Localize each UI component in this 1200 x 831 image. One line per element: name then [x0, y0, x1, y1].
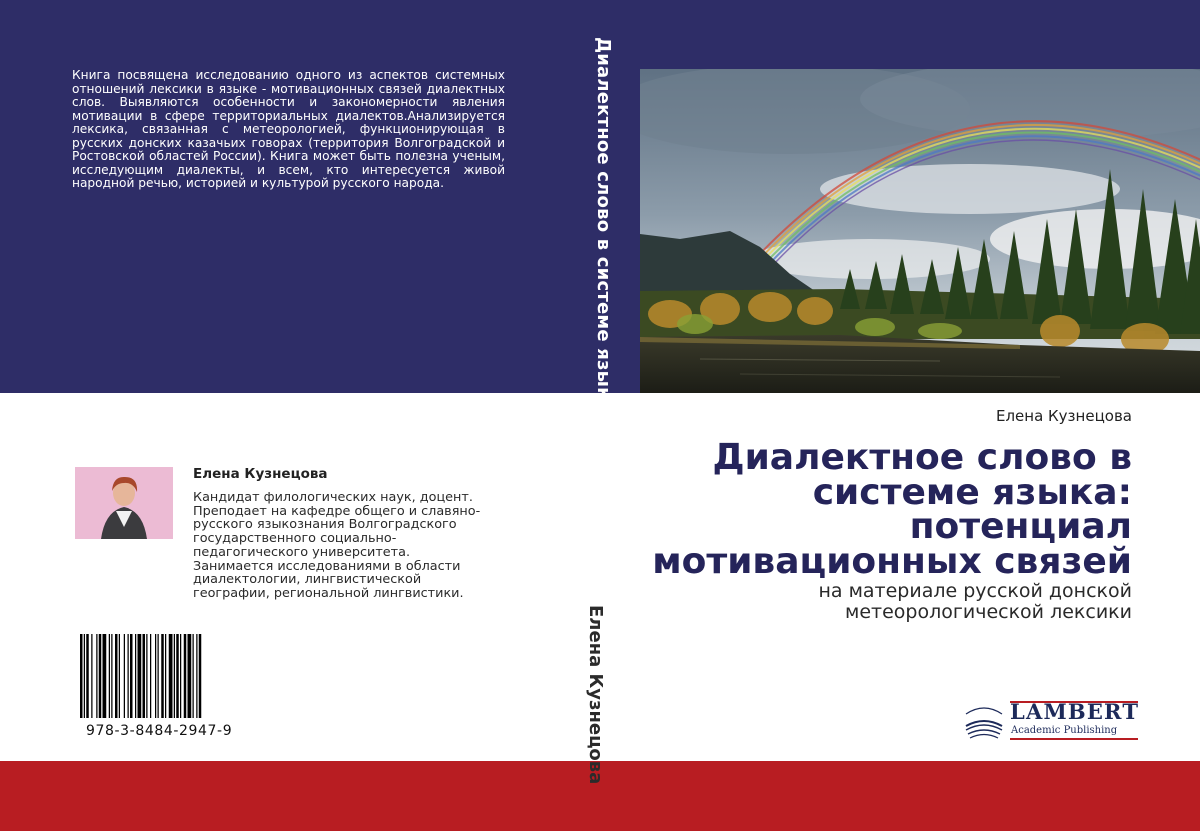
barcode-bar: [184, 634, 187, 718]
barcode-bar: [193, 634, 194, 718]
barcode-bar: [165, 634, 166, 718]
barcode-bar: [143, 634, 146, 718]
barcode-bar: [135, 634, 136, 718]
author-portrait-photo: [75, 467, 173, 539]
barcode-bar: [138, 634, 142, 718]
barcode-bar: [155, 634, 156, 718]
barcode-bar: [84, 634, 85, 718]
spine-title: Диалектное слово в системе языка: [593, 37, 614, 412]
logo-rule-bottom: [1010, 738, 1138, 740]
barcode-bar: [199, 634, 202, 718]
barcode: [80, 634, 237, 718]
barcode-bar: [80, 634, 83, 718]
publisher-name: LAMBERT: [1010, 699, 1140, 724]
barcode-bar: [124, 634, 125, 718]
barcode-bar: [158, 634, 159, 718]
front-cover-title: Диалектное слово в системе языка: потенциал мотивационных связей: [652, 437, 1132, 582]
front-cover-subtitle: на материале русской донской метеорологической лексики: [818, 580, 1132, 623]
barcode-bar: [91, 634, 92, 718]
back-cover-description: Книга посвящена исследованию одного из аспектов системных отношений лексики в языке - мотивационных связей диалектных слов. Выявляются особенности и закономерности явления мотивации в сфере территориальных диалектов.Анализируется лексика, связанная с метеорологией, функционирующая в русских донских казачьих говорах (территория Волгоградской и Ростовской областей России). Книга может быть полезна ученым, исследующим диалекты, и всем, кто интересуется живой народной речью, историей и культурой русского народа.: [72, 68, 505, 190]
barcode-bar: [109, 634, 110, 718]
publisher-logo: [962, 700, 1138, 742]
barcode-bar: [169, 634, 173, 718]
barcode-bar: [196, 634, 197, 718]
lap-emblem-icon: [962, 700, 1006, 742]
barcode-bar: [115, 634, 118, 718]
spine-author: Елена Кузнецова: [585, 605, 606, 785]
author-bio-name: Елена Кузнецова: [193, 466, 328, 482]
isbn-number: 978-3-8484-2947-9: [86, 723, 233, 739]
barcode-bar: [111, 634, 112, 718]
barcode-bar: [86, 634, 89, 718]
barcode-bar: [150, 634, 151, 718]
barcode-bar: [188, 634, 192, 718]
barcode-bar: [128, 634, 129, 718]
front-cover-author: Елена Кузнецова: [995, 407, 1132, 425]
barcode-bar: [103, 634, 107, 718]
barcode-bar: [96, 634, 97, 718]
publisher-subline: Academic Publishing: [1011, 725, 1118, 736]
author-bio-text: Кандидат филологических наук, доцент. Преподает на кафедре общего и славяно-русского языкознания Волгоградского государственного социально-педагогического университета. Занимается исследованиями в области диалектологии, лингвистической географии, региональной лингвистики.: [193, 490, 481, 601]
barcode-bar: [176, 634, 179, 718]
barcode-bar: [119, 634, 120, 718]
cover-photo-rainbow-landscape: [640, 69, 1200, 393]
barcode-bar: [130, 634, 133, 718]
barcode-bar: [180, 634, 181, 718]
barcode-bar: [174, 634, 175, 718]
barcode-bar: [146, 634, 147, 718]
barcode-bar: [99, 634, 102, 718]
barcode-bar: [161, 634, 164, 718]
